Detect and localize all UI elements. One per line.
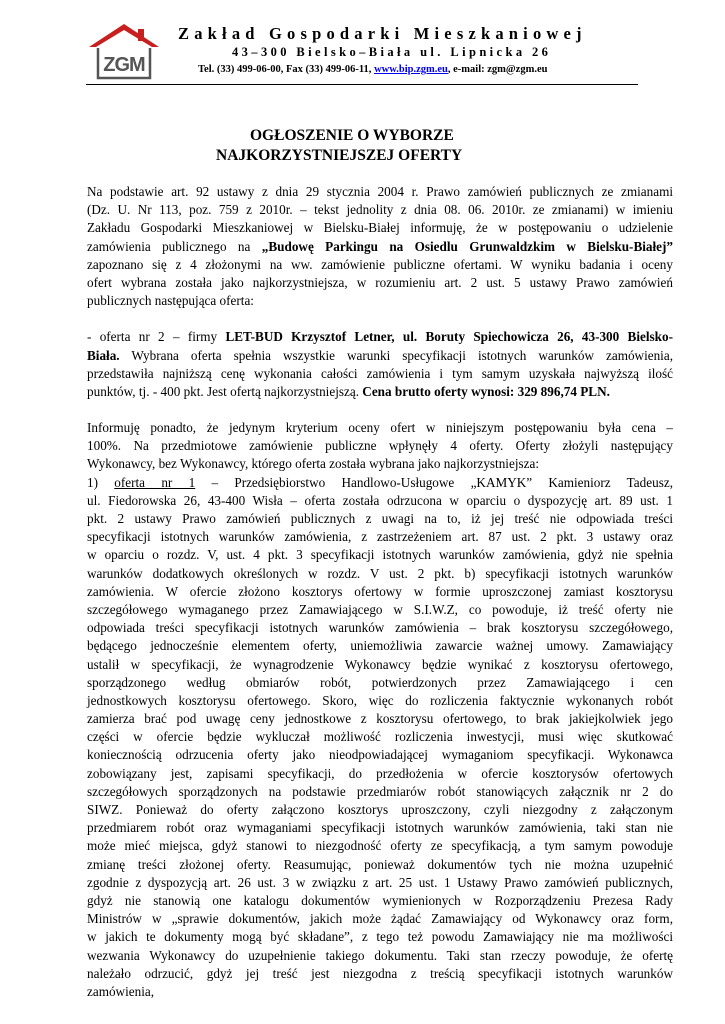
paragraph-2-line: przedstawiła najniższą cenę wykonania całości zamówienia i tym samym uzyskała najwyższą ilość xyxy=(87,365,673,381)
offer-1-line: ul. Fiedorowska 26, 43-400 Wisła – oferta została odrzucona w oparciu o dyspozycję art. 89 ust. 1 xyxy=(87,492,673,508)
company-name: Zakład Gospodarki Mieszkaniowej xyxy=(178,24,587,43)
offer-1-line: ustalił w specyfikacji, że wynagrodzenie Wykonawcy będzie wynikać z kosztorysu ofertowego, xyxy=(87,656,673,672)
offer-1-line: specyfikacji istotnych warunków zamówienia, z zastrzeżeniem art. 87 ust. 2 pkt. 3 ustawy oraz xyxy=(87,529,673,545)
paragraph-1-line xyxy=(87,238,673,256)
logo-text: ZGM xyxy=(103,54,145,76)
offer-1-number: 1) xyxy=(87,474,115,490)
paragraph-1-line: zapoznano się z 4 złożonymi na ww. zamówienie publiczne ofertami. W wyniku badania i oceny xyxy=(87,256,673,272)
offer-1-line: części w ofercie będzie wykluczał możliwość rozliczenia inwestycji, musi więc skutkować xyxy=(87,729,673,745)
paragraph-1-line: (Dz. U. Nr 113, poz. 759 z 2010r. – tekst jednolity z dnia 08. 06. 2010r. ze zmianami) w imieniu xyxy=(87,202,673,218)
offer-1-line: należało odrzucić, gdyż jej treść jest niezgodna z treścią specyfikacji istotnych warunków xyxy=(87,965,673,981)
offer-1-line: pkt. 2 ustawy Prawo zamówień publicznych z uwagi na to, iż jej treść nie odpowiada treści xyxy=(87,511,673,526)
offer-1-line: zamierza brać pod uwagę ceny jednostkowe z kosztorysu ofertowego, to brak jakiejkolwiek jego xyxy=(87,711,673,727)
offer-1-line: zamówienia, xyxy=(87,983,155,999)
offer-1-line: zgodnie z dyspozycją art. 26 ust. 3 w związku z art. 25 ust. 1 Ustawy Prawo zamówień publicznych, xyxy=(87,874,673,890)
paragraph-3-line: Wykonawcy, bez Wykonawcy, którego oferta została wybrana jako najkorzystniejsza: xyxy=(87,456,539,472)
paragraph-3-line: 100%. Na przedmiotowe zamówienie publiczne wpłynęły 4 oferty. Oferty złożyli następujący xyxy=(87,438,673,454)
offer-label: - oferta nr 2 – firmy xyxy=(87,329,226,345)
header-divider xyxy=(86,84,638,85)
offer-1-line: koniecznością odrzucenia oferty jako nieodpowiadającej wymaganiom specyfikacji. Wykonawca xyxy=(87,747,673,763)
offer-1-line: zobowiązany jest, zapisami specyfikacji, do przedłożenia w ofercie kosztorysów ofertowych xyxy=(87,765,673,781)
paragraph-1-line: ofert wybrana została jako najkorzystniejsza, w rozumieniu art. 2 ust. 5 ustawy Prawo zamówień xyxy=(87,274,673,290)
gross-price: Cena brutto oferty wynosi: 329 896,74 PLN. xyxy=(362,383,610,399)
paragraph-2-text: Wybrana oferta spełnia wszystkie warunki specyfikacji istotnych warunków zamówienia, xyxy=(119,347,673,363)
company-contact xyxy=(198,64,618,75)
offer-1-heading-line xyxy=(87,474,673,492)
offer-1-line: sporządzonego według obmiarów robót, potwierdzonych przez Zamawiającego i cen xyxy=(87,674,673,690)
paragraph-2-line xyxy=(87,347,673,365)
winning-company-city: Biała. xyxy=(87,347,120,363)
paragraph-2-line xyxy=(87,328,673,346)
contract-name: „Budowę Parkingu na Osiedlu Grunwaldzkim w Bielsku-Białej” xyxy=(261,238,673,254)
offer-1-line: SIWZ. Ponieważ do oferty załączono kosztorys uproszczony, czyli niezgodny z załączonym xyxy=(87,802,673,817)
offer-1-line: może mieć miejsca, gdyż stanowi to niezgodność oferty ze specyfikacją, a tym samym powoduje xyxy=(87,838,673,854)
document-body xyxy=(87,183,673,1001)
announcement-title-line-2: NAJKORZYSTNIEJSZEJ OFERTY xyxy=(216,147,463,164)
paragraph-1-line: Zakładu Gospodarki Mieszkaniowej w Bielsku-Białej informuję, że w postępowaniu o udzielenie xyxy=(87,220,673,236)
offer-1-line: zmianę treści złożonej oferty. Reasumując, ponieważ dokumentów tych nie można uzupełnić xyxy=(87,856,673,872)
offer-1-company: – Przedsiębiorstwo Handlowo-Usługowe „KAMYK” Kamieniorz Tadeusz, xyxy=(195,474,673,490)
winning-company: LET-BUD Krzysztof Letner, ul. Boruty Spiechowicza 26, 43-300 Bielsko- xyxy=(225,329,673,345)
offer-1-line: zamówienia. W ofercie złożono kosztorys ofertowy w formie uproszczonej zamiast kosztorysu xyxy=(87,583,673,599)
offer-1-line: odpowiada treści specyfikacji istotnych warunków zamówienia – brak kosztorysu szczegółowego, xyxy=(87,620,673,636)
paragraph-1-line: publicznych następująca oferta: xyxy=(87,293,254,309)
offer-1-line: Ministrów w „sprawie dokumentów, jakich może żądać Zamawiający od Wykonawcy oraz form, xyxy=(87,911,673,927)
offer-1-line: wezwania Wykonawcy do uzupełnienie takiego dokumentu. Taki stan rzeczy powoduje, że ofertę xyxy=(87,947,673,963)
offer-1-line: szczegółowych sporządzonych na podstawie przedmiarów robót stanowiących załącznik nr 2 do xyxy=(87,783,673,799)
website-link[interactable]: www.bip.zgm.eu xyxy=(374,64,448,75)
offer-1-line: przedmiarem robót oraz wymaganiami specyfikacji istotnych warunków zamówienia, taki stan nie xyxy=(87,820,673,836)
offer-1-line: warunków dodatkowych określonych w rozdz. V ust. 2 pkt. b) specyfikacji istotnych warunków xyxy=(87,565,673,581)
offer-1-line: gdyż nie stanowią one katalogu dokumentów wymienionych w Rozporządzeniu Prezesa Rady xyxy=(87,892,673,908)
contact-phone-fax: Tel. (33) 499-06-00, Fax (33) 499-06-11, xyxy=(198,64,375,75)
paragraph-1-line: Na podstawie art. 92 ustawy z dnia 29 stycznia 2004 r. Prawo zamówień publicznych ze zmianami xyxy=(87,184,673,199)
paragraph-3-line: Informuję ponadto, że jedynym kryterium oceny ofert w niniejszym postępowaniu była cena – xyxy=(87,420,673,436)
offer-1-line: szczegółowego wymaganego przez Zamawiającego w S.I.W.Z, co powoduje, iż treść oferty nie xyxy=(87,601,673,617)
offer-1-label: oferta nr 1 xyxy=(114,474,196,490)
announcement-title-line-1: OGŁOSZENIE O WYBORZE xyxy=(250,127,454,144)
offer-1-line: będącego jednocześnie elementem oferty, uniemożliwia zawarcie ważnej umowy. Zamawiający xyxy=(87,638,673,654)
paragraph-1-text: zamówienia publicznego na xyxy=(87,238,262,254)
paragraph-2-line xyxy=(87,383,673,401)
zgm-logo xyxy=(86,22,162,82)
offer-1-line: w jakich te dokumenty mogą być składane”, z tego też powodu Zamawiający nie ma możliwości xyxy=(87,929,673,945)
company-address: 43–300 Bielsko–Biała ul. Lipnicka 26 xyxy=(232,45,552,59)
contact-email: , e-mail: zgm@zgm.eu xyxy=(447,64,548,75)
paragraph-2-text: punktów, tj. - 400 pkt. Jest ofertą najkorzystniejszą. xyxy=(87,383,363,399)
offer-1-line: jednostkowych kosztorysu ofertowego. Skoro, więc do rozliczenia faktycznie wykonanych robót xyxy=(87,692,673,708)
offer-1-line: w oparciu o rozdz. V, ust. 4 pkt. 3 specyfikacji istotnych warunków zamówienia, gdyż nie spełnia xyxy=(87,547,673,563)
